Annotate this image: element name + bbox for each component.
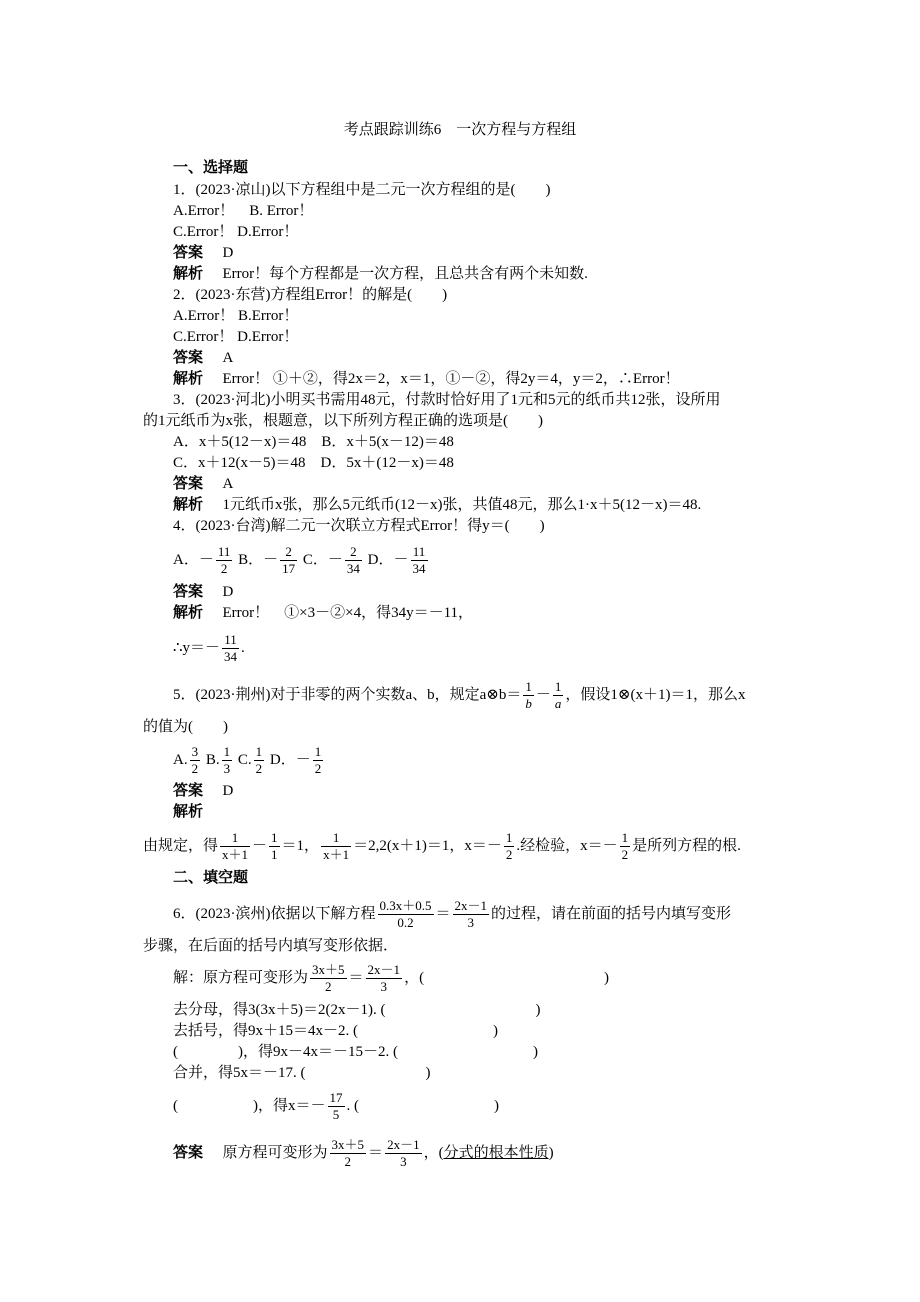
option-d-fraction: $\frac{11}{34}$ — [412, 544, 426, 577]
answer-value: D — [222, 584, 234, 600]
option-a-label: A．－ — [173, 552, 214, 568]
answer-fraction-left: $\frac{3x+5}{2}$ — [331, 1137, 365, 1170]
option-a-fraction: $\frac{11}{2}$ — [217, 544, 231, 577]
question-2-stem: 2．(2023·东营)方程组Error！的解是( ) — [173, 287, 448, 303]
question-4-stem: 4．(2023·台湾)解二元一次联立方程式Error！得y＝( ) — [173, 518, 545, 534]
question-6-step-2: 去分母，得3(3x＋5)＝2(2x－1). ( ) — [173, 1002, 541, 1018]
option-a-label: A. — [173, 752, 188, 768]
answer-label: 答案 — [173, 1145, 204, 1161]
question-2-options-cd: C.Error！ D.Error！ — [173, 329, 299, 345]
option-b-label: B．－ — [238, 552, 279, 568]
question-4-options — [173, 540, 430, 580]
analysis-label: 解析 — [173, 266, 204, 282]
question-2-options-ab: A.Error！ B.Error！ — [173, 308, 299, 324]
answer-value: D — [222, 245, 234, 261]
option-d-label: D．－ — [269, 752, 311, 768]
question-1-stem: 1．(2023·凉山)以下方程组中是二元一次方程组的是( ) — [173, 182, 551, 198]
analysis-label: 解析 — [173, 605, 204, 621]
option-c-label: C. — [237, 752, 252, 768]
answer-label: 答案 — [173, 584, 204, 600]
answer-label: 答案 — [173, 783, 204, 799]
option-b-fraction: $\frac{1}{3}$ — [223, 744, 231, 777]
question-6-answer: 答案 原方程可变形为 $\frac{3x+5}{2}$ ＝ $\frac{2x-1}{3}$ ，(分式的根本性质) — [173, 1137, 554, 1170]
option-b-label: B. — [205, 752, 220, 768]
question-1-answer — [173, 243, 233, 263]
question-6-step-3: 去括号，得9x＋15＝4x－2. ( ) — [173, 1023, 498, 1039]
def-fraction-1: $\frac{1}{b}$ — [525, 679, 532, 712]
option-c-fraction: $\frac{2}{34}$ — [346, 544, 360, 577]
question-1-options-cd: C.Error！ D.Error！ — [173, 224, 299, 240]
question-6-step-1: 解：原方程可变形为 $\frac{3x+5}{2}$ ＝ $\frac{2x-1}{3}$ ，( ) — [173, 962, 610, 995]
sol-fraction-3: $\frac{1}{x+1}$ — [323, 830, 350, 863]
page-title: 考点跟踪训练6 一次方程与方程组 — [343, 122, 577, 138]
option-d-label: D．－ — [367, 552, 409, 568]
question-5-options — [173, 740, 325, 780]
question-5-analysis-label: 解析 — [173, 804, 204, 820]
question-5-solution: 由规定，得 $\frac{1}{x+1}$ － $\frac{1}{1}$ ＝1， $\frac{1}{x+1}$ ＝2,2(x＋1)＝1，x＝－ $\frac{1}{2}$ .经检验，x＝－ $\frac{1}{2}$ 是所列方程的根. — [143, 830, 741, 863]
step6-fraction: $\frac{17}{5}$ — [329, 1090, 343, 1123]
step1-fraction-right: $\frac{2x-1}{3}$ — [367, 962, 401, 995]
section-heading: 二、填空题 — [173, 870, 249, 886]
question-5-stem: 5．(2023·荆州)对于非零的两个实数a、b，规定a⊗b＝ $\frac{1}{b}$ － $\frac{1}{a}$ ，假设1⊗(x＋1)＝1，那么x — [173, 679, 746, 712]
answer-value: D — [222, 783, 234, 799]
question-6-step-6: ( )，得x＝－ $\frac{17}{5}$ . ( ) — [173, 1090, 499, 1123]
answer-value: A — [222, 350, 234, 366]
equation-fraction-right: $\frac{2x-1}{3}$ — [454, 898, 488, 931]
question-3-options-ab: A．x＋5(12－x)＝48 B．x＋5(x－12)＝48 — [173, 434, 454, 450]
option-a-fraction: $\frac{3}{2}$ — [191, 744, 199, 777]
question-6-stem-cont: 步骤，在后面的括号内填写变形依据． — [143, 938, 399, 954]
question-5-stem-cont: 的值为( ) — [143, 719, 228, 735]
sol-fraction-4: $\frac{1}{2}$ — [505, 830, 513, 863]
question-6-step-4: ( )，得9x－4x＝－15－2. ( ) — [173, 1044, 538, 1060]
question-1-options-ab: A.Error！ B. Error！ — [173, 203, 314, 219]
answer-label: 答案 — [173, 476, 204, 492]
sol-fraction-1: $\frac{1}{x+1}$ — [222, 830, 249, 863]
answer-value: A — [222, 476, 234, 492]
analysis-label: 解析 — [173, 497, 204, 513]
question-3-answer — [173, 474, 233, 494]
question-3-stem-cont: 的1元纸币为x张，根题意，以下所列方程正确的选项是( ) — [143, 413, 543, 429]
sol-fraction-5: $\frac{1}{2}$ — [621, 830, 629, 863]
question-5-answer — [173, 781, 233, 801]
question-2-analysis — [173, 369, 680, 389]
option-c-label: C．－ — [302, 552, 343, 568]
step1-fraction-left: $\frac{3x+5}{2}$ — [312, 962, 345, 995]
answer-label: 答案 — [173, 245, 204, 261]
question-4-conclusion: ∴y＝－ $\frac{11}{34}$ . — [173, 632, 245, 665]
question-4-answer — [173, 582, 233, 602]
analysis-text: Error！每个方程都是一次方程，且总共含有两个未知数. — [222, 266, 588, 282]
question-6-step-5: 合并，得5x＝－17. ( ) — [173, 1065, 431, 1081]
conclusion-fraction: $\frac{11}{34}$ — [224, 632, 238, 665]
option-b-fraction: $\frac{2}{17}$ — [282, 544, 296, 577]
analysis-text: 1元纸币x张，那么5元纸币(12－x)张，共值48元，那么1·x＋5(12－x)＝48. — [222, 497, 702, 513]
analysis-label: 解析 — [173, 371, 204, 387]
analysis-text: Error！ ①×3－②×4，得34y＝－11， — [222, 605, 474, 621]
answer-reason: 分式的根本性质 — [443, 1145, 549, 1161]
question-1-analysis — [173, 264, 588, 284]
answer-label: 答案 — [173, 350, 204, 366]
answer-fraction-right: $\frac{2x-1}{3}$ — [387, 1137, 420, 1170]
sol-fraction-2: $\frac{1}{1}$ — [271, 830, 278, 863]
equation-fraction-left: $\frac{0.3x+0.5}{0.2}$ — [379, 898, 432, 931]
question-4-analysis — [173, 603, 473, 623]
question-3-analysis — [173, 495, 701, 515]
question-3-options-cd: C．x＋12(x－5)＝48 D．5x＋(12－x)＝48 — [173, 455, 454, 471]
option-c-fraction: $\frac{1}{2}$ — [255, 744, 263, 777]
section-heading: 一、选择题 — [173, 160, 249, 176]
question-2-answer — [173, 348, 233, 368]
question-3-stem: 3．(2023·河北)小明买书需用48元，付款时恰好用了1元和5元的纸币共12张，设所用 — [173, 392, 721, 408]
analysis-text: Error！ ①＋②，得2x＝2，x＝1，①－②，得2y＝4，y＝2，∴Error！ — [222, 371, 680, 387]
def-fraction-2: $\frac{1}{a}$ — [554, 679, 562, 712]
question-6-stem: 6．(2023·滨州)依据以下解方程 $\frac{0.3x+0.5}{0.2}$ ＝ $\frac{2x-1}{3}$ 的过程，请在前面的括号内填写变形 — [173, 898, 732, 931]
option-d-fraction: $\frac{1}{2}$ — [314, 744, 322, 777]
